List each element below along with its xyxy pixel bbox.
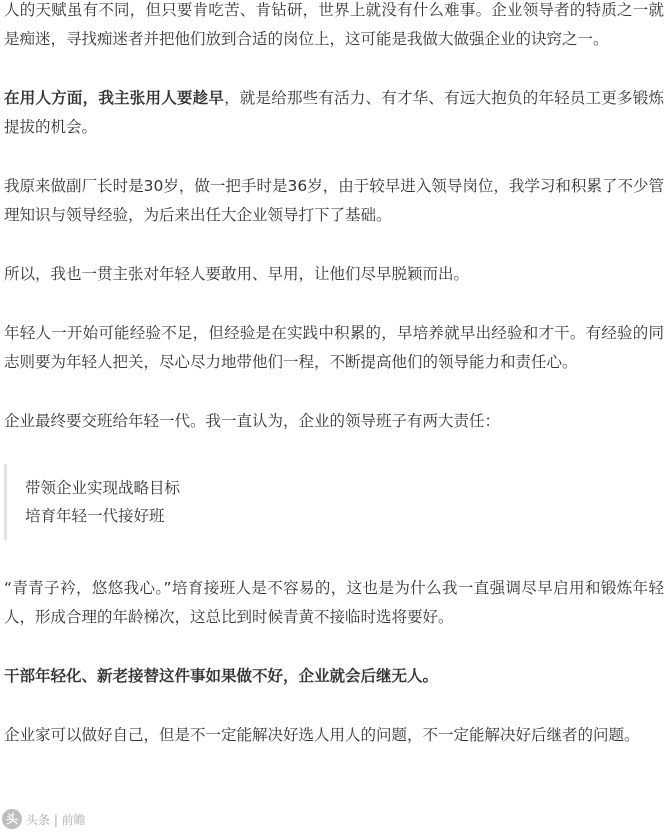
paragraph-2 <box>4 84 664 142</box>
paragraph-9: 企业家可以做好自己，但是不一定能解决好选人用人的问题，不一定能解决好后继者的问题。 <box>4 726 640 744</box>
watermark-text: 头条 | 前瞻 <box>26 812 86 827</box>
watermark <box>2 808 86 830</box>
quote-line-2: 培育年轻一代接好班 <box>25 507 165 525</box>
paragraph-6: 企业最终要交班给年轻一代。我一直认为，企业的领导班子有两大责任： <box>4 412 501 430</box>
paragraph-3: 我原来做副厂长时是30岁，做一把手时是36岁，由于较早进入领导岗位，我学习和积累了不少管理知识与领导经验，为后来出任大企业领导打下了基础。 <box>4 177 664 224</box>
paragraph-8: 干部年轻化、新老接替这件事如果做不好，企业就会后继无人。 <box>4 667 439 685</box>
watermark-logo-icon: 头 <box>2 809 22 829</box>
paragraph-2-rest: ，就是给那些有活力、有才华、有远大抱负的年轻员工更多锻炼提拔的机会。 <box>4 89 664 136</box>
paragraph-4: 所以，我也一贯主张对年轻人要敢用、早用，让他们尽早脱颖而出。 <box>4 265 470 283</box>
blockquote <box>4 464 664 540</box>
paragraph-1: 人的天赋虽有不同，但只要肯吃苦、肯钻研，世界上就没有什么难事。企业领导者的特质之一就是痴迷，寻找痴迷者并把他们放到合适的岗位上，这可能是我做大做强企业的诀窍之一。 <box>4 1 664 48</box>
quote-line-1: 带领企业实现战略目标 <box>25 479 181 497</box>
article-body <box>4 0 664 780</box>
paragraph-5: 年轻人一开始可能经验不足，但经验是在实践中积累的，早培养就早出经验和才干。有经验的同志则要为年轻人把关，尽心尽力地带他们一程，不断提高他们的领导能力和责任心。 <box>4 324 664 371</box>
paragraph-7: “青青子衿，悠悠我心。”培育接班人是不容易的，这也是为什么我一直强调尽早启用和锻炼年轻人，形成合理的年龄梯次，这总比到时候青黄不接临时选将要好。 <box>4 579 664 626</box>
paragraph-2-bold-lead: 在用人方面，我主张用人要趁早 <box>4 89 225 107</box>
